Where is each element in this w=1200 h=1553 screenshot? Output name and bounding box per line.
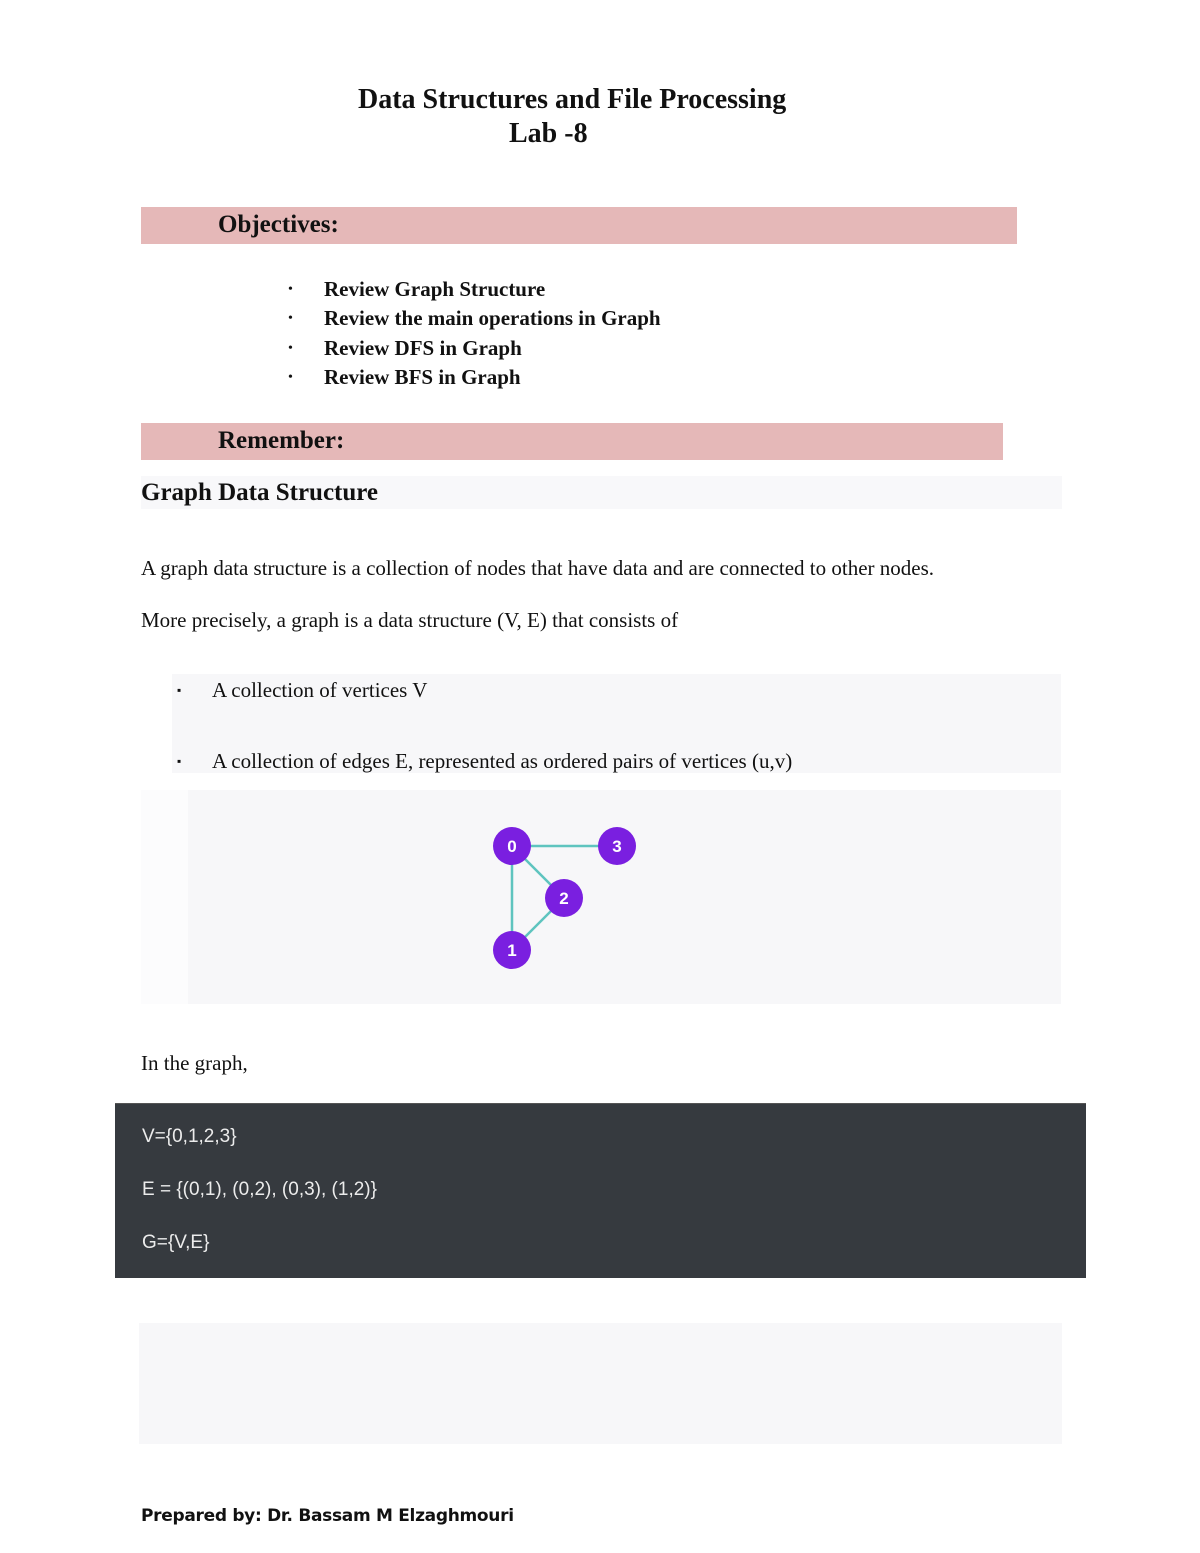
square-bullet-icon: ▪ bbox=[177, 754, 182, 768]
graph-node bbox=[493, 931, 531, 969]
objective-text: Review BFS in Graph bbox=[324, 364, 521, 389]
remember-heading: Remember: bbox=[218, 427, 345, 454]
list-item bbox=[284, 275, 661, 304]
bullet-icon: • bbox=[288, 311, 293, 327]
paragraph: In the graph, bbox=[141, 1051, 248, 1075]
bullet-icon: • bbox=[288, 282, 293, 297]
graph-node bbox=[545, 879, 583, 917]
node-label: 1 bbox=[507, 941, 517, 960]
bullet-icon: • bbox=[288, 369, 293, 385]
document-title: Data Structures and File Processing bbox=[358, 84, 787, 115]
footer-credit: Prepared by: Dr. Bassam M Elzaghmouri bbox=[141, 1506, 514, 1526]
empty-panel bbox=[139, 1323, 1062, 1444]
code-line: G={V,E} bbox=[142, 1232, 210, 1253]
objective-text: Review Graph Structure bbox=[324, 277, 546, 301]
section-title: Graph Data Structure bbox=[141, 479, 379, 506]
code-line: E = {(0,1), (0,2), (0,3), (1,2)} bbox=[142, 1179, 377, 1200]
list-item-text: A collection of vertices V bbox=[212, 678, 428, 702]
objectives-list bbox=[284, 275, 661, 392]
list-item bbox=[284, 363, 661, 392]
list-item bbox=[284, 304, 661, 333]
list-item bbox=[284, 334, 661, 363]
figure-margin bbox=[141, 790, 188, 1004]
paragraph: A graph data structure is a collection of nodes that have data and are connected to other nodes. bbox=[141, 556, 935, 580]
node-label: 0 bbox=[507, 837, 517, 856]
code-block bbox=[115, 1103, 1086, 1278]
remember-band bbox=[141, 423, 1003, 460]
square-bullet-icon: ▪ bbox=[177, 683, 182, 697]
objectives-heading: Objectives: bbox=[218, 211, 339, 238]
objective-text: Review DFS in Graph bbox=[324, 335, 522, 360]
node-label: 3 bbox=[612, 837, 622, 856]
graph-node bbox=[493, 827, 531, 865]
graph-diagram bbox=[188, 790, 1061, 1004]
paragraph: More precisely, a graph is a data structure (V, E) that consists of bbox=[141, 608, 679, 632]
list-item-text: A collection of edges E, represented as ordered pairs of vertices (u,v) bbox=[212, 749, 793, 773]
document-subtitle: Lab -8 bbox=[509, 118, 588, 149]
objective-text: Review the main operations in Graph bbox=[324, 306, 661, 331]
graph-node bbox=[598, 827, 636, 865]
node-label: 2 bbox=[559, 889, 569, 908]
graph-figure bbox=[188, 790, 1061, 1004]
objectives-band bbox=[141, 207, 1017, 244]
bullet-icon: • bbox=[288, 340, 293, 356]
section-heading bbox=[141, 476, 1062, 509]
code-line: V={0,1,2,3} bbox=[142, 1126, 237, 1147]
